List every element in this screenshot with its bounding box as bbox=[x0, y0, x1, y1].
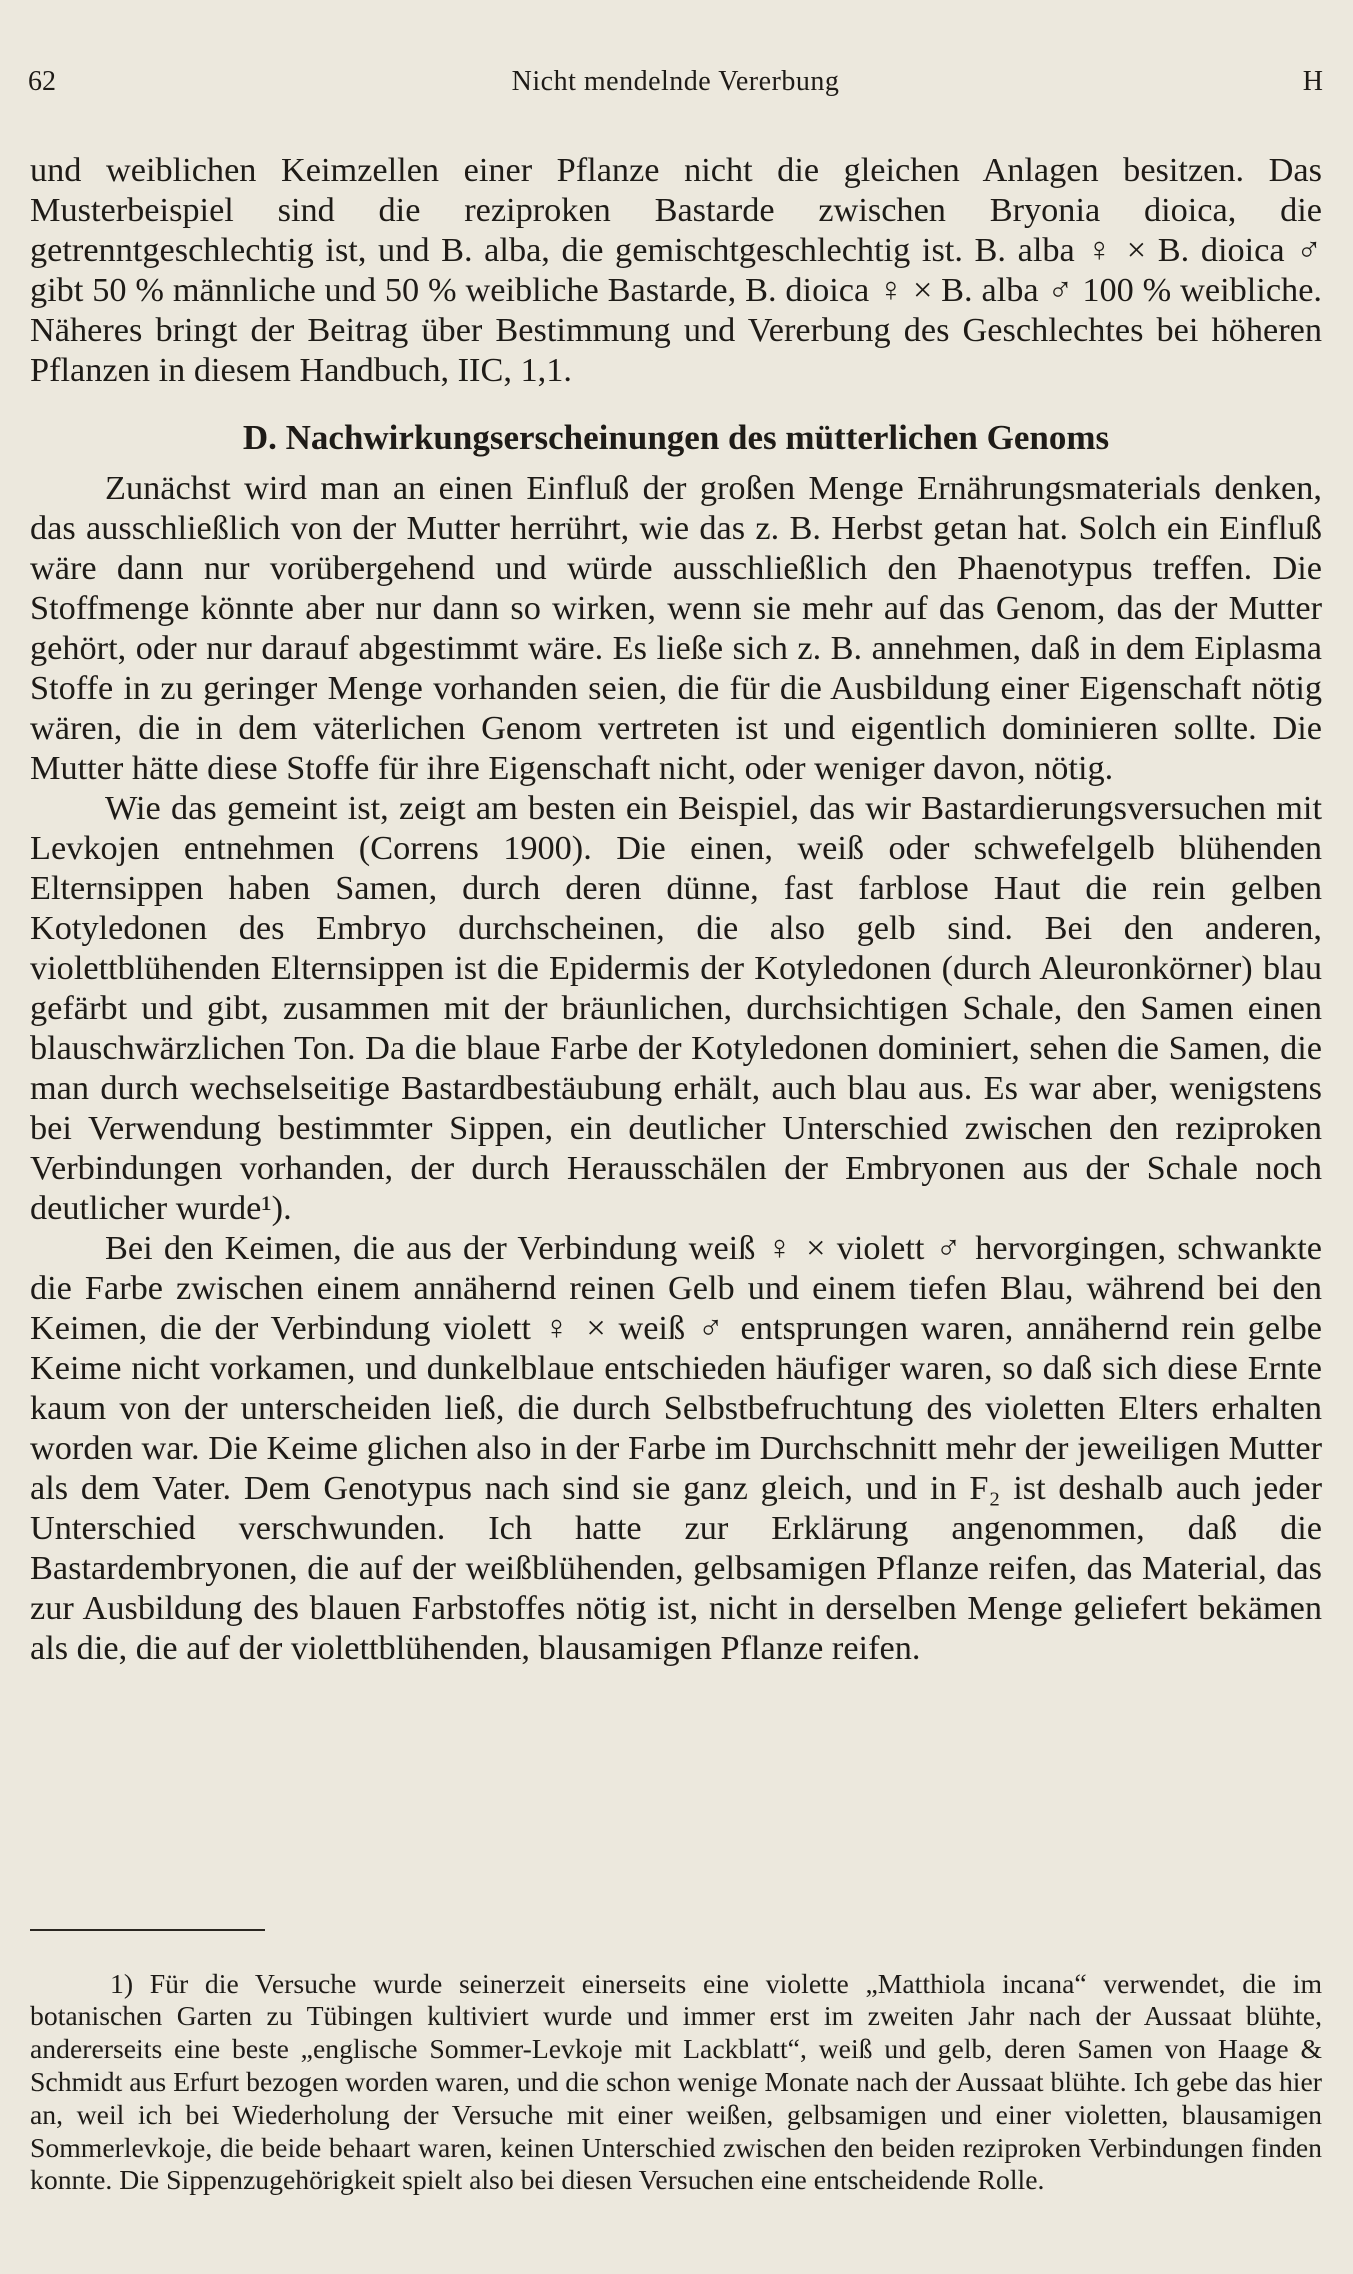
running-title: Nicht mendelnde Vererbung bbox=[511, 66, 840, 97]
running-head bbox=[28, 66, 1323, 110]
paragraph: Zunächst wird man an einen Einfluß der großen Menge Ernährungsmaterials denken, das ausschließlich von der Mutter herrührt, wie das z. B. Herbst getan hat. Solch ein Einfluß wäre dann nur vorübergehend und würde ausschließlich den Phaenotypus treffen. Die Stoffmenge könnte aber nur dann so wirken, wenn sie mehr auf das Genom, das der Mutter gehört, oder nur darauf abgestimmt wäre. Es ließe sich z. B. annehmen, daß in dem Eiplasma Stoffe in zu geringer Menge vorhanden seien, die für die Ausbildung einer Eigenschaft nötig wären, die in dem väterlichen Genom vertreten ist und eigentlich dominieren sollte. Die Mutter hätte diese Stoffe für ihre Eigenschaft nicht, oder weniger davon, nötig. bbox=[30, 469, 1322, 787]
footnote-rule bbox=[30, 1929, 265, 1931]
paragraph: Wie das gemeint ist, zeigt am besten ein Beispiel, das wir Bastardierungsversuchen mit Levkojen entnehmen (Correns 1900). Die einen, weiß oder schwefelgelb blühenden Elternsippen haben Samen, durch deren dünne, fast farblose Haut die rein gelben Kotyledonen des Embryo durchscheinen, die also gelb sind. Bei den anderen, violettblühenden Elternsippen ist die Epidermis der Kotyledonen (durch Aleuronkörner) blau gefärbt und gibt, zusammen mit der bräunlichen, durchsichtigen Schale, den Samen einen blauschwärzlichen Ton. Da die blaue Farbe der Kotyledonen dominiert, sehen die Samen, die man durch wechselseitige Bastardbestäubung erhält, auch blau aus. Es war aber, wenigstens bei Verwendung bestimmter Sippen, ein deutlicher Unterschied zwischen den reziproken Verbindungen vorhanden, der durch Herausschälen der Embryonen aus der Schale noch deutlicher wurde¹). bbox=[30, 789, 1322, 1227]
paragraph: Bei den Keimen, die aus der Verbindung weiß ♀ × violett ♂ hervorgingen, schwankte die Farbe zwischen einem annähernd reinen Gelb und einem tiefen Blau, während bei den Keimen, die der Verbindung violett ♀ × weiß ♂ entsprungen waren, annähernd rein gelbe Keime nicht vorkamen, und dunkelblaue entschieden häufiger waren, so daß sich diese Ernte kaum von der unterscheiden ließ, die durch Selbstbefruchtung des violetten Elters erhalten worden war. Die Keime glichen also in der Farbe im Durchschnitt mehr der jeweiligen Mutter als dem Vater. Dem Genotypus nach sind sie ganz gleich, und in F₂ ist deshalb auch jeder Unterschied verschwunden. Ich hatte zur Erklärung angenommen, daß die Bastardembryonen, die auf der weißblühenden, gelbsamigen Pflanze reifen, das Material, das zur Ausbildung des blauen Farbstoffes nötig ist, nicht in derselben Menge geliefert bekämen als die, die auf der violettblühenden, blausamigen Pflanze reifen. bbox=[30, 1229, 1322, 1667]
page-number: 62 bbox=[28, 66, 56, 97]
section-letter: H bbox=[1302, 66, 1323, 97]
section-heading: D. Nachwirkungserscheinungen des mütterlichen Genoms bbox=[242, 418, 1110, 457]
page-body bbox=[30, 150, 1322, 1668]
paragraph: und weiblichen Keimzellen einer Pflanze nicht die gleichen Anlagen besitzen. Das Musterbeispiel sind die reziproken Bastarde zwischen Bryonia dioica, die getrenntgeschlechtig ist, und B. alba, die gemischtgeschlechtig ist. B. alba ♀ × B. dioica ♂ gibt 50 % männliche und 50 % weibliche Bastarde, B. dioica ♀ × B. alba ♂ 100 % weibliche. Näheres bringt der Beitrag über Bestimmung und Vererbung des Geschlechtes bei höheren Pflanzen in diesem Handbuch, IIC, 1,1. bbox=[30, 151, 1322, 389]
footnote: 1) Für die Versuche wurde seinerzeit einerseits eine violette „Matthiola incana“ verwendet, die im botanischen Garten zu Tübingen kultiviert wurde und immer erst im zweiten Jahr nach der Aussaat blühte, andererseits eine beste „englische Sommer-Levkoje mit Lackblatt“, weiß und gelb, deren Samen von Haage & Schmidt aus Erfurt bezogen worden waren, und die schon wenige Monate nach der Aussaat blühte. Ich gebe das hier an, weil ich bei Wiederholung der Versuche mit einer weißen, gelbsamigen und einer violetten, blausamigen Sommerlevkoje, die beide behaart waren, keinen Unterschied zwischen den beiden reziproken Verbindungen finden konnte. Die Sippenzugehörigkeit spielt also bei diesen Versuchen eine entscheidende Rolle. bbox=[30, 1967, 1322, 2196]
